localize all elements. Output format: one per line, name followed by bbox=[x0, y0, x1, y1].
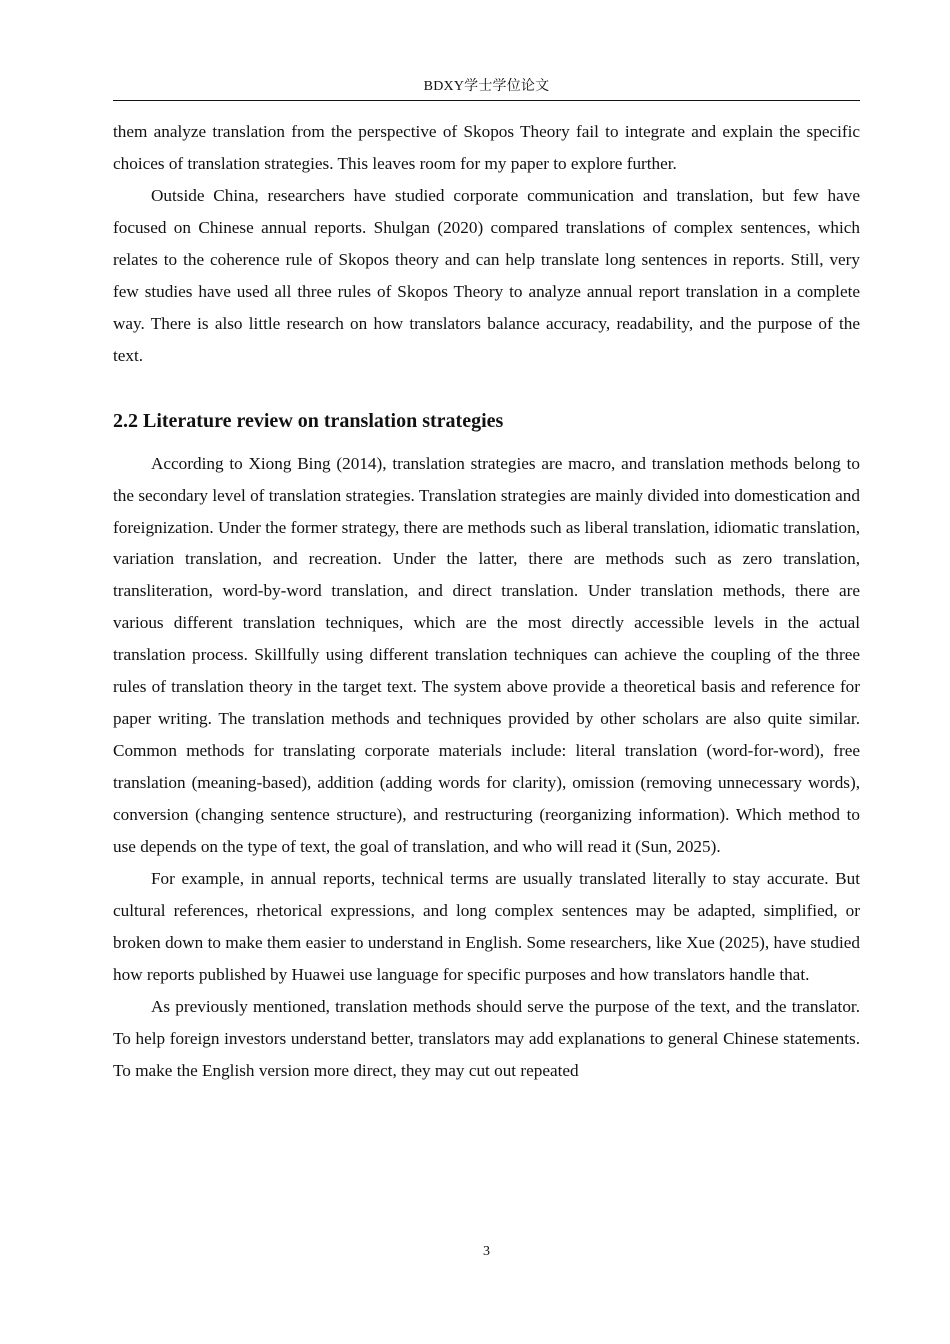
page-number: 3 bbox=[483, 1244, 490, 1259]
section-heading: 2.2 Literature review on translation strategies bbox=[113, 409, 504, 432]
body-paragraph-continued: them analyze translation from the perspective of Skopos Theory fail to integrate and explain the specific choices of translation strategies. This leaves room for my paper to explore further. bbox=[113, 122, 860, 173]
body-paragraph: As previously mentioned, translation methods should serve the purpose of the text, and the translator. To help foreign investors understand better, translators may add explanations to general Chinese statements. To make the English version more direct, they may cut out repeated bbox=[113, 996, 860, 1080]
running-header: BDXY学士学位论文 bbox=[423, 79, 550, 94]
body-paragraph: According to Xiong Bing (2014), translation strategies are macro, and translation methods belong to the secondary level of translation strategies. Translation strategies are mainly divided into domestication and foreignization. Under the former strategy, there are methods such as liberal translation, idiomatic translation, variation translation, and recreation. Under the latter, there are methods such as zero translation, transliteration, word-by-word translation, and direct translation. Under translation methods, there are various different translation techniques, which are the most directly accessible levels in the actual translation process. Skillfully using different translation techniques can achieve the coupling of the three rules of translation theory in the target text. The system above provide a theoretical basis and reference for paper writing. The translation methods and techniques provided by other scholars are also quite similar. Common methods for translating corporate materials include: literal translation (word-for-word), free translation (meaning-based), addition (adding words for clarity), omission (removing unnecessary words), conversion (changing sentence structure), and restructuring (reorganizing information). Which method to use depends on the type of text, the goal of translation, and who will read it (Sun, 2025). bbox=[113, 453, 860, 857]
page-body bbox=[113, 116, 860, 1087]
body-paragraph: For example, in annual reports, technical terms are usually translated literally to stay accurate. But cultural references, rhetorical expressions, and long complex sentences may be adapted, simplified, or broken down to make them easier to understand in English. Some researchers, like Xue (2025), have studied how reports published by Huawei use language for specific purposes and how translators handle that. bbox=[113, 869, 860, 984]
body-paragraph: Outside China, researchers have studied corporate communication and translation, but few have focused on Chinese annual reports. Shulgan (2020) compared translations of complex sentences, which relates to the coherence rule of Skopos theory and can help translate long sentences in reports. Still, very few studies have used all three rules of Skopos Theory to analyze annual report translation in a complete way. There is also little research on how translators balance accuracy, readability, and the purpose of the text. bbox=[113, 185, 860, 365]
header-divider bbox=[113, 100, 860, 101]
